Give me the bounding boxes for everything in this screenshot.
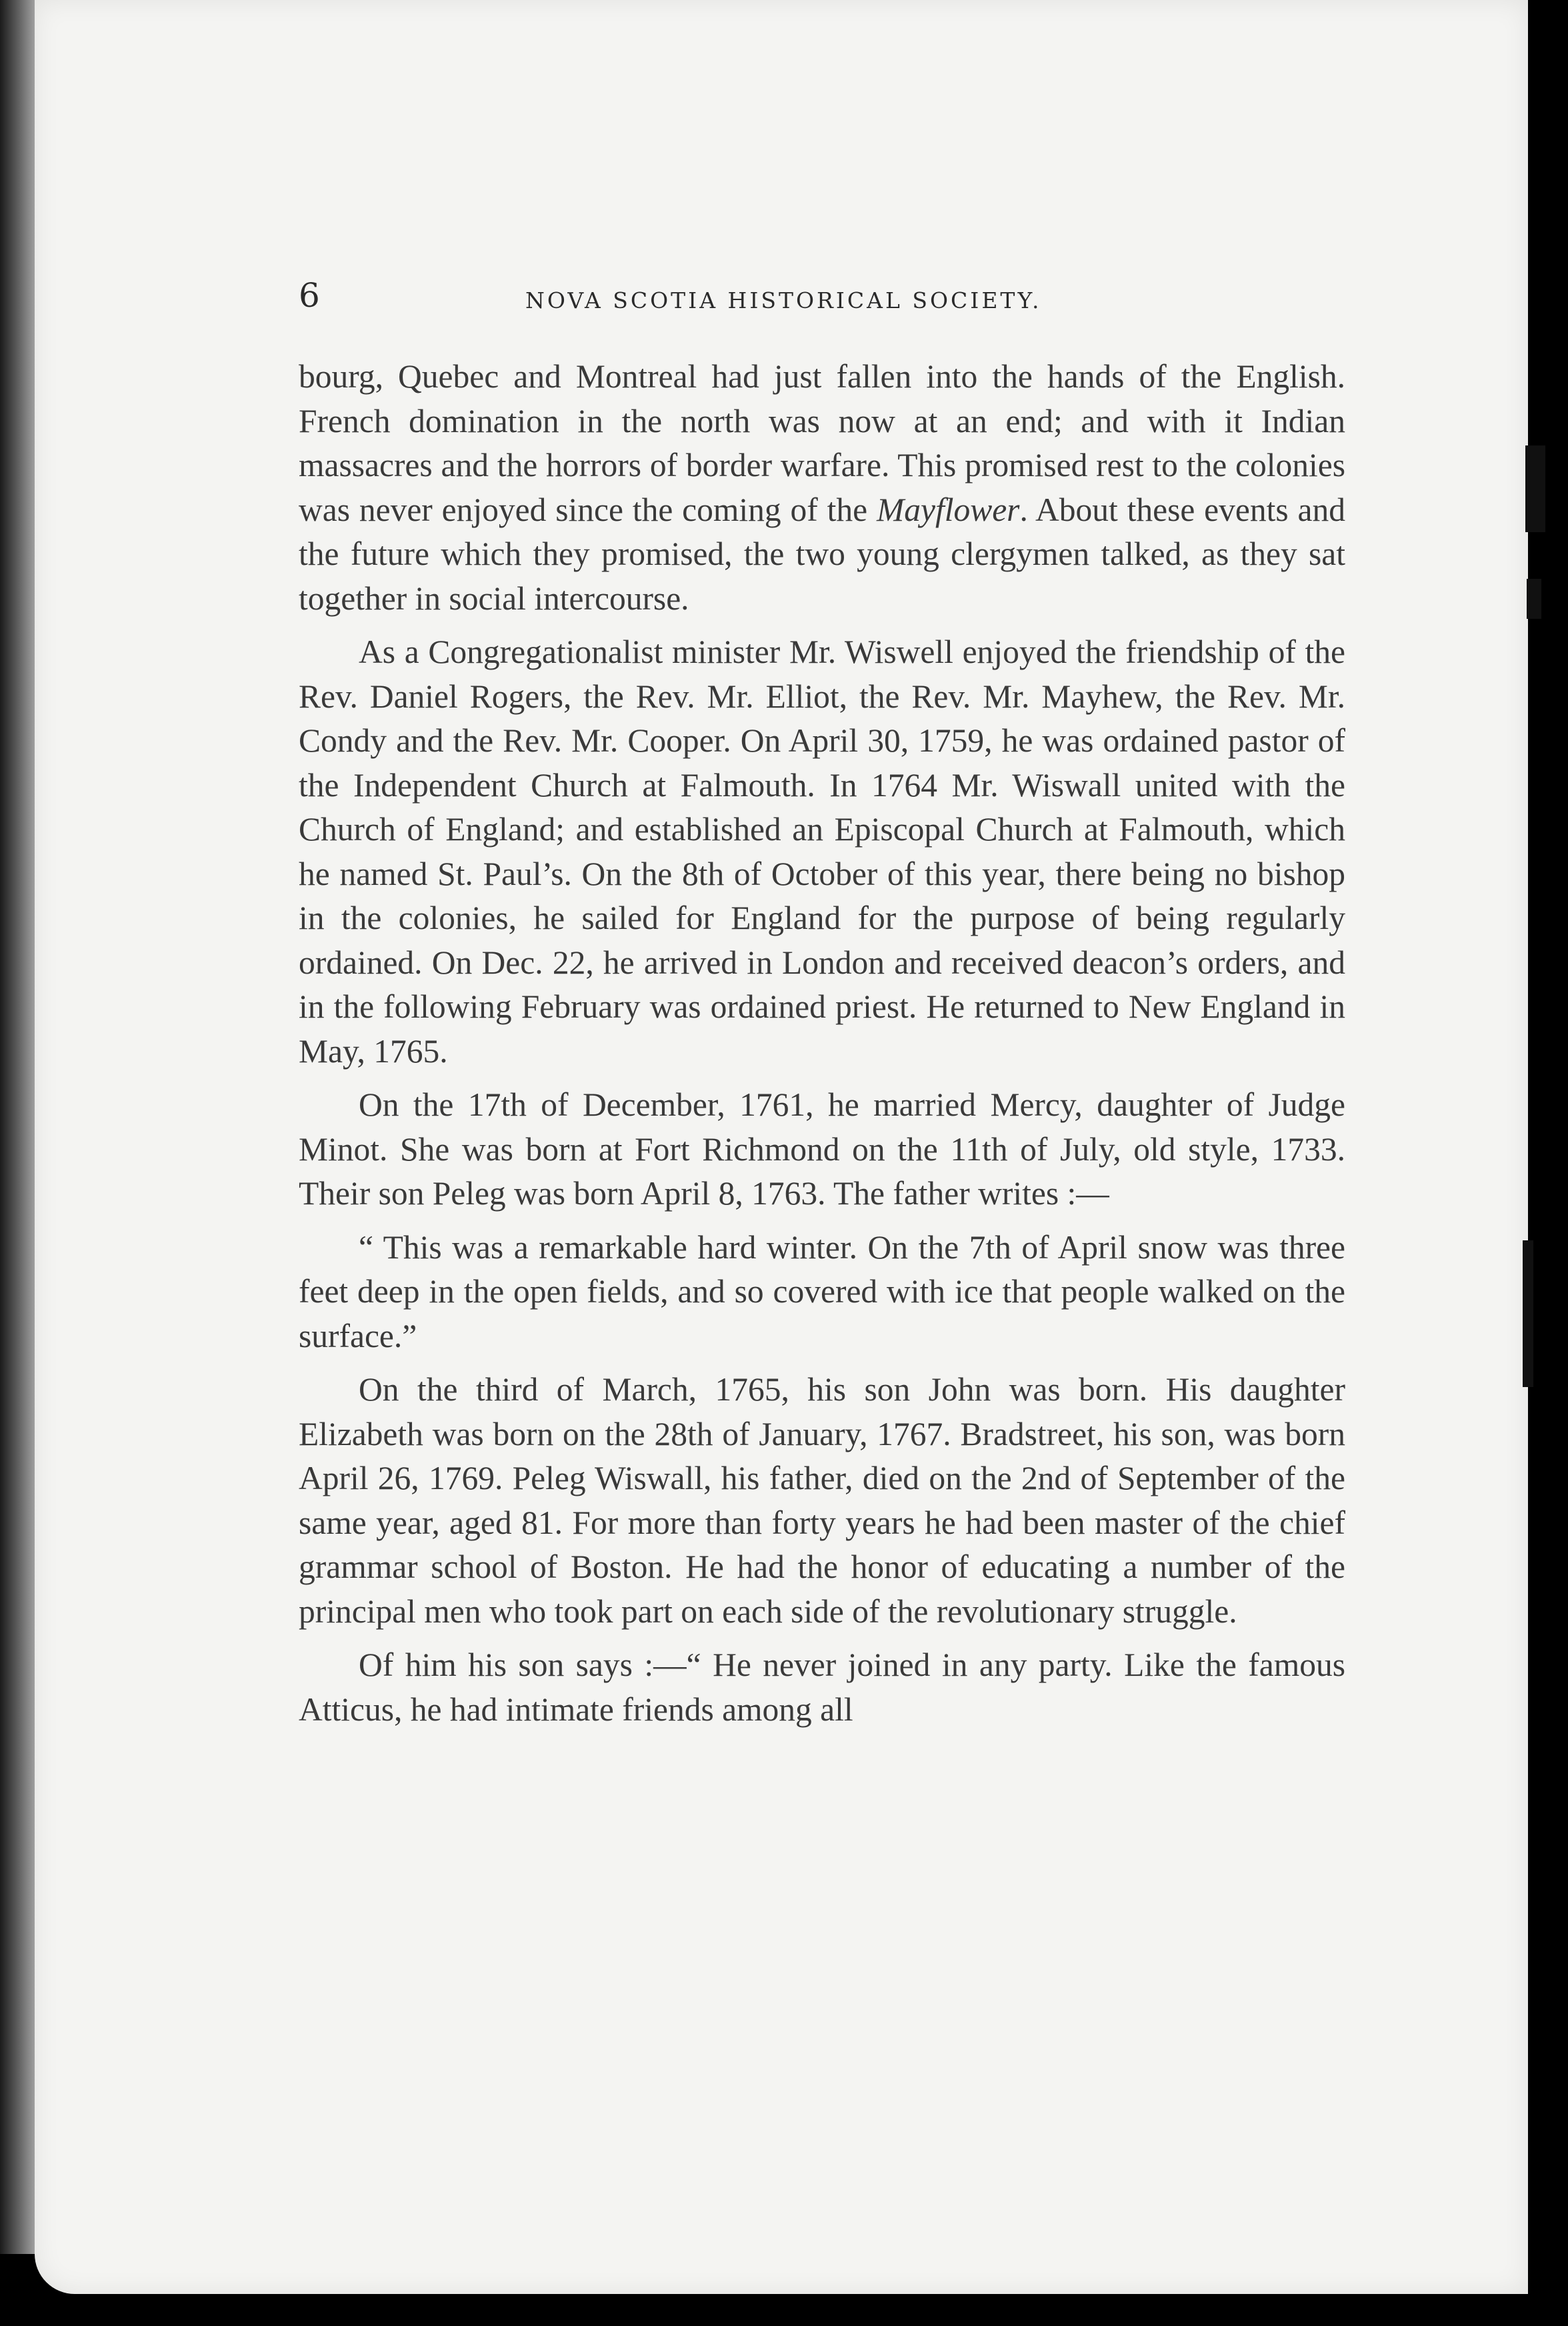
edge-mark-top [1525,445,1545,532]
text-run: Of him his son says :—“ He never joined in any party. Like the famous Atticus, he had intimate friends among all [299,1646,1345,1728]
text-run: . About these events and the future which they promised, the two young clergymen talked, as they sat together in social intercourse. [299,491,1345,617]
text-run: As a Congregationalist minister Mr. Wiswell enjoyed the friendship of the Rev. Daniel Rogers, the Rev. Mr. Elliot, the Rev. Mr. Mayhew, the Rev. Mr. Condy and the Rev. Mr. Cooper. On April 30, 1759, he was ordained pastor of the Independent Church at Falmouth. In 1764 Mr. Wiswall united with the Church of England; and established an Episcopal Church at Falmouth, which he named St. Paul’s. On the 8th of October of this year, there being no bishop in the colonies, he sailed for England for the purpose of being regularly ordained. On Dec. 22, he arrived in London and received deacon’s orders, and in the following February was ordained priest. He returned to New England in May, 1765. [299,634,1345,1070]
text-run: On the 17th of December, 1761, he married Mercy, daughter of Judge Minot. She was born at Fort Richmond on the 11th of July, old style, 1733. Their son Peleg was born April 8, 1763. The father writes :— [299,1086,1345,1212]
quoted-paragraph [299,1226,1345,1359]
paragraph [299,1368,1345,1634]
text-run: bourg, Quebec and Montreal had just fallen into the hands of the English. French domination in the north was now at an end; and with it Indian massacres and the horrors of border warfare. This promised rest to the colonies was never enjoyed since the coming of the [299,358,1345,528]
body-text [299,355,1345,1741]
paragraph [299,630,1345,1074]
text-run: “ This was a remarkable hard winter. On the 7th of April snow was three feet deep in the open fields, and so covered with ice that people walked on the surface.” [299,1228,1345,1354]
text-run: On the third of March, 1765, his son John was born. His daughter Elizabeth was born on the 28th of January, 1767. Bradstreet, his son, was born April 26, 1769. Peleg Wiswall, his father, died on the 2nd of September of the same year, aged 81. For more than forty years he had been master of the chief grammar school of Boston. He had the honor of educating a number of the principal men who took part on each side of the revolutionary struggle. [299,1371,1345,1630]
ship-name: Mayflower [876,491,1020,528]
paragraph [299,1643,1345,1732]
edge-mark-middle [1527,579,1541,619]
paragraph [299,1083,1345,1216]
scan-right-edge [1528,0,1568,2326]
page-header [299,272,1352,325]
page-number: 6 [299,276,320,315]
paragraph [299,355,1345,621]
edge-mark-lower [1523,1240,1533,1387]
running-head: NOVA SCOTIA HISTORICAL SOCIETY. [525,287,1042,313]
